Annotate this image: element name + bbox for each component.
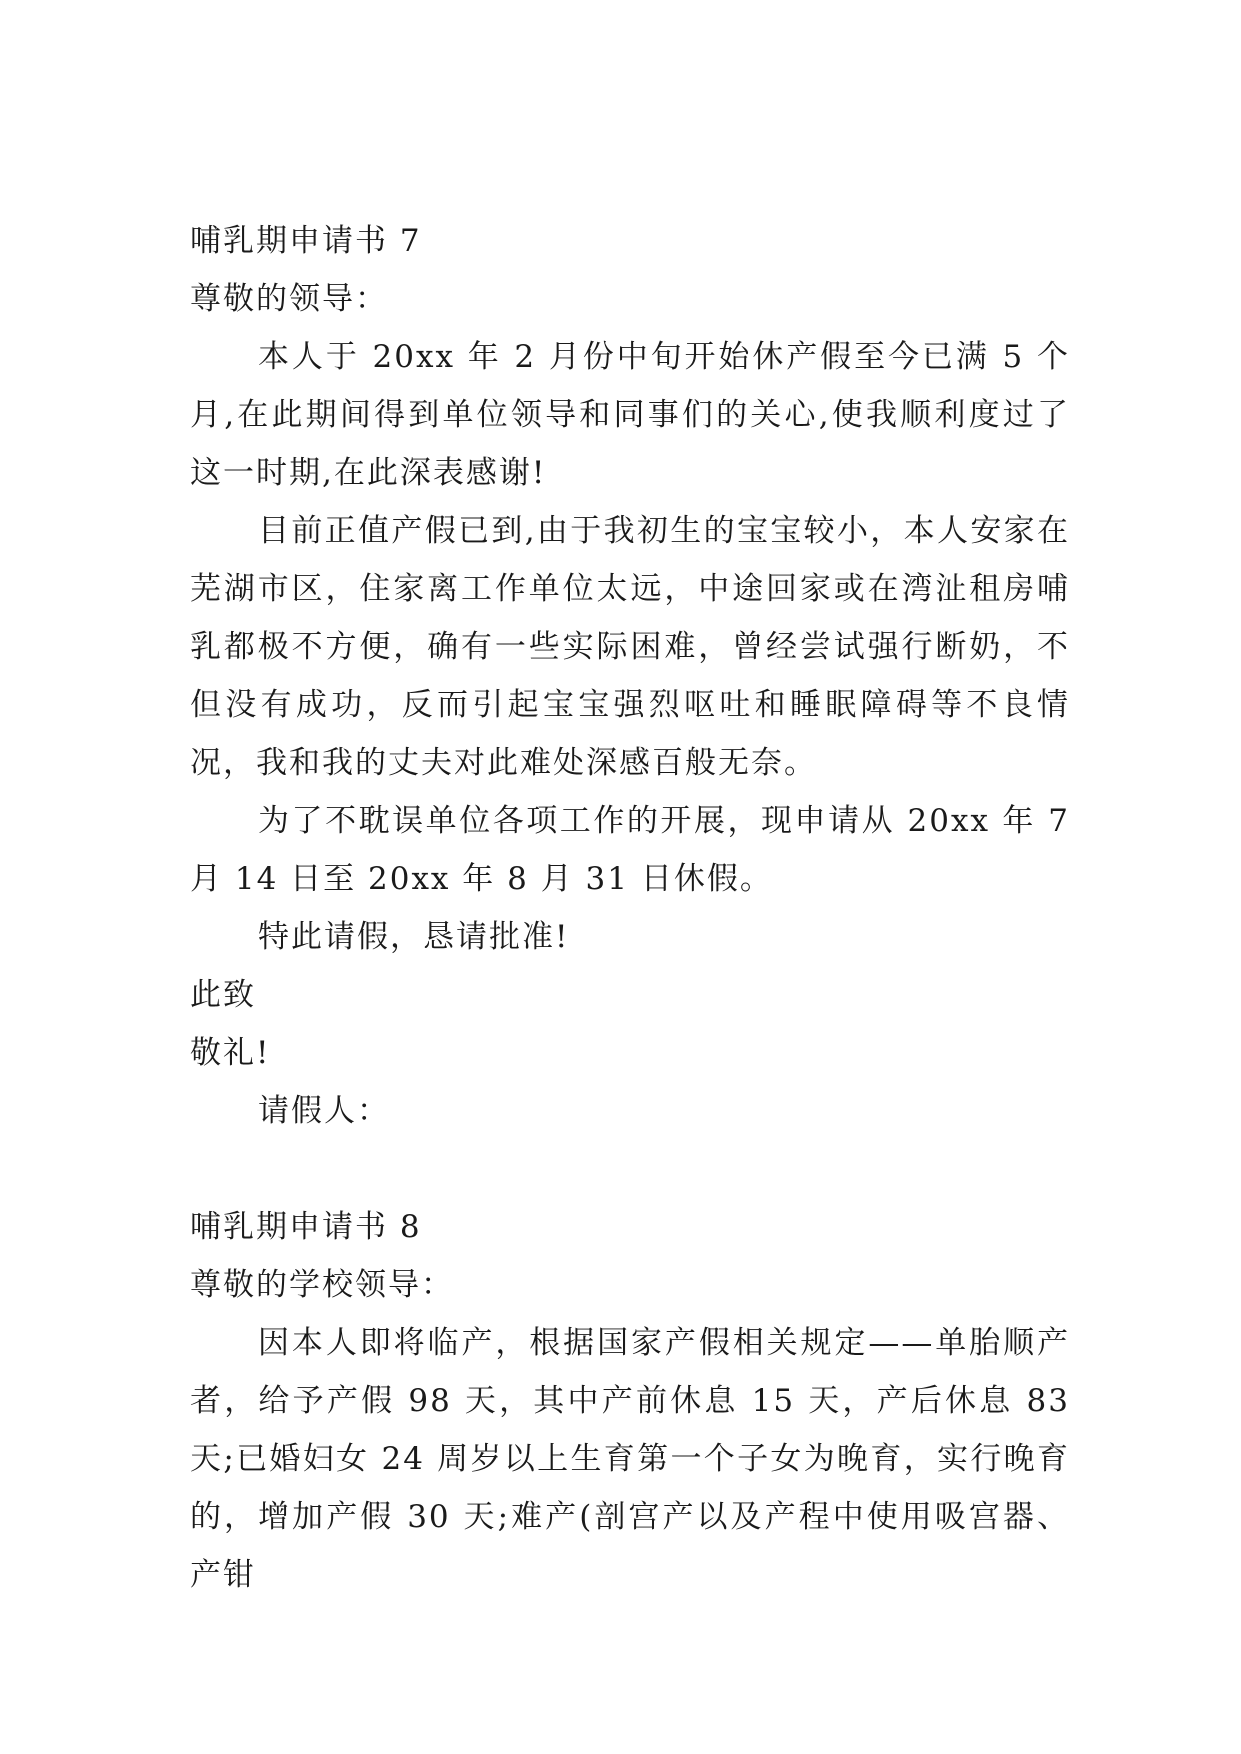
doc7-paragraph-3: 为了不耽误单位各项工作的开展，现申请从 20xx 年 7 月 14 日至 20xx 年 8 月 31 日休假。: [190, 803, 1070, 897]
doc7-signature: 请假人：: [258, 1093, 390, 1129]
doc7-closing-2: 敬礼!: [190, 1035, 271, 1071]
doc8-paragraph-1: 因本人即将临产，根据国家产假相关规定——单胎顺产者，给予产假 98 天，其中产前休息 15 天，产后休息 83 天;已婚妇女 24 周岁以上生育第一个子女为晚育，实行晚育的，增加产假 30 天;难产(剖宫产以及产程中使用吸宫器、产钳: [190, 1325, 1070, 1593]
doc8-title: 哺乳期申请书 8: [190, 1209, 422, 1245]
doc7-title: 哺乳期申请书 7: [190, 223, 422, 259]
doc7-paragraph-4: 特此请假，恳请批准!: [258, 919, 570, 955]
doc7-paragraph-2: 目前正值产假已到,由于我初生的宝宝较小，本人安家在芜湖市区，住家离工作单位太远，中途回家或在湾沚租房哺乳都极不方便，确有一些实际困难，曾经尝试强行断奶，不但没有成功，反而引起宝宝强烈呕吐和睡眠障碍等不良情况，我和我的丈夫对此难处深感百般无奈。: [190, 513, 1070, 781]
section-gap: [190, 1140, 1070, 1198]
document-content: [190, 212, 1070, 1604]
doc8-salutation: 尊敬的学校领导：: [190, 1267, 454, 1303]
doc7-salutation: 尊敬的领导：: [190, 281, 388, 317]
doc7-closing-1: 此致: [190, 977, 256, 1013]
doc7-paragraph-1: 本人于 20xx 年 2 月份中旬开始休产假至今已满 5 个月,在此期间得到单位领导和同事们的关心,使我顺利度过了这一时期,在此深表感谢!: [190, 339, 1070, 491]
